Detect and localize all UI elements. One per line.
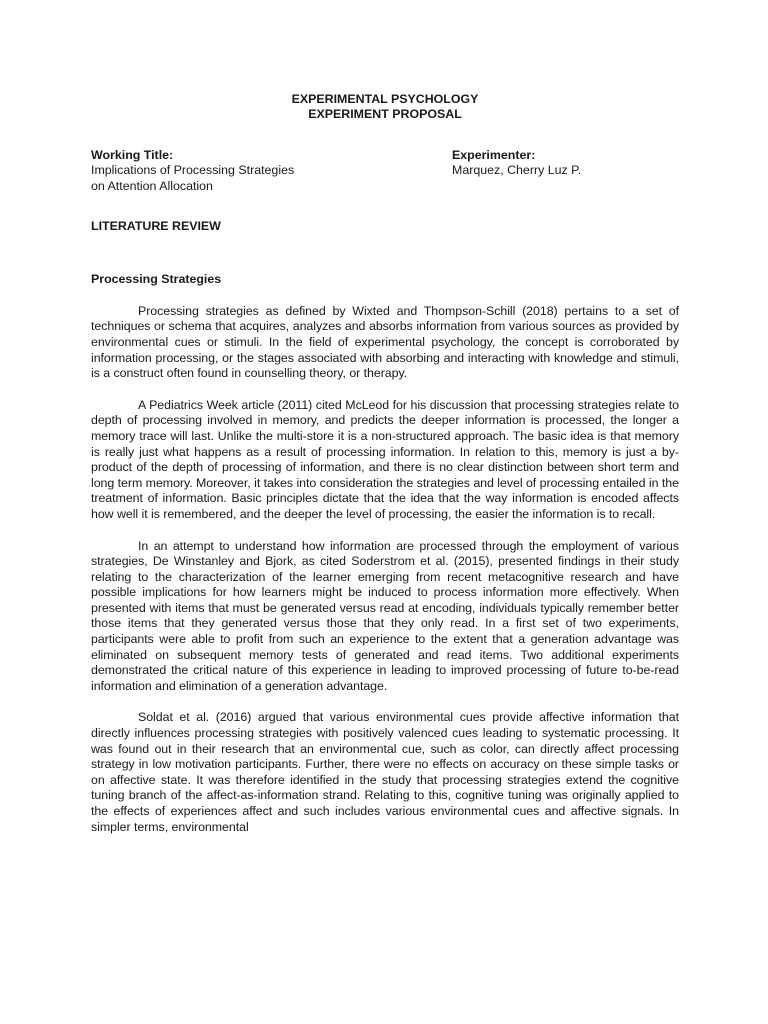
paragraph: In an attempt to understand how information are processed through the employment of various strategies, De Winstanley and Bjork, as cited Soderstrom et al. (2015), presented findings in their study relating to the characterization of the learner emerging from recent metacognitive research and have possible implications for how learners might be induced to process information more effectively. When presented with items that must be generated versus read at encoding, individuals typically remember better those items that they generated versus those that they only read. In a first set of two experiments, participants were able to profit from such an experience to the extent that a generation advantage was eliminated on subsequent memory tests of generated and read items. Two additional experiments demonstrated the critical nature of this experience in leading to improved processing of future to-be-read information and elimination of a generation advantage.: [91, 538, 679, 693]
paragraph: A Pediatrics Week article (2011) cited McLeod for his discussion that processing strategies relate to depth of processing involved in memory, and predicts the deeper information is processed, the longer a memory trace will last. Unlike the multi-store it is a non-structured approach. The basic idea is that memory is really just what happens as a result of processing information. In relation to this, memory is just a by-product of the depth of processing of information, and there is no clear distinction between short term and long term memory. Moreover, it takes into consideration the strategies and level of processing entailed in the treatment of information. Basic principles dictate that the idea that the way information is encoded affects how well it is remembered, and the deeper the level of processing, the easier the information is to recall.: [91, 397, 679, 521]
section-title: LITERATURE REVIEW: [91, 218, 221, 233]
document-header-line1: EXPERIMENTAL PSYCHOLOGY: [291, 92, 479, 106]
experimenter-label: Experimenter:: [452, 147, 536, 162]
experimenter-block: [452, 148, 679, 195]
working-title-label: Working Title:: [91, 147, 174, 162]
working-title-block: [91, 148, 452, 195]
subsection-title: Processing Strategies: [91, 272, 222, 287]
experimenter-name: Marquez, Cherry Luz P.: [452, 163, 582, 178]
working-title-line1: Implications of Processing Strategies: [91, 163, 295, 178]
meta-section: [91, 148, 679, 195]
document-page: [91, 92, 679, 835]
paragraph: Processing strategies as defined by Wixted and Thompson-Schill (2018) pertains to a set of techniques or schema that acquires, analyzes and absorbs information from various sources as provided by environmental cues or stimuli. In the field of experimental psychology, the concept is corroborated by information processing, or the stages associated with absorbing and interacting with knowledge and stimuli, is a construct often found in counselling theory, or therapy.: [91, 303, 679, 381]
paragraph: Soldat et al. (2016) argued that various environmental cues provide affective information that directly influences processing strategies with positively valenced cues leading to systematic processing. It was found out in their research that an environmental cue, such as color, can directly affect processing strategy in low motivation participants. Further, there were no effects on accuracy on these simple tasks or on affective state. It was therefore identified in the study that processing strategies extend the cognitive tuning branch of the affect-as-information strand. Relating to this, cognitive tuning was originally applied to the effects of experiences affect and such includes various environmental cues and affective signals. In simpler terms, environmental: [91, 710, 679, 834]
working-title-line2: on Attention Allocation: [91, 179, 213, 193]
document-header-line2: EXPERIMENT PROPOSAL: [308, 107, 462, 122]
